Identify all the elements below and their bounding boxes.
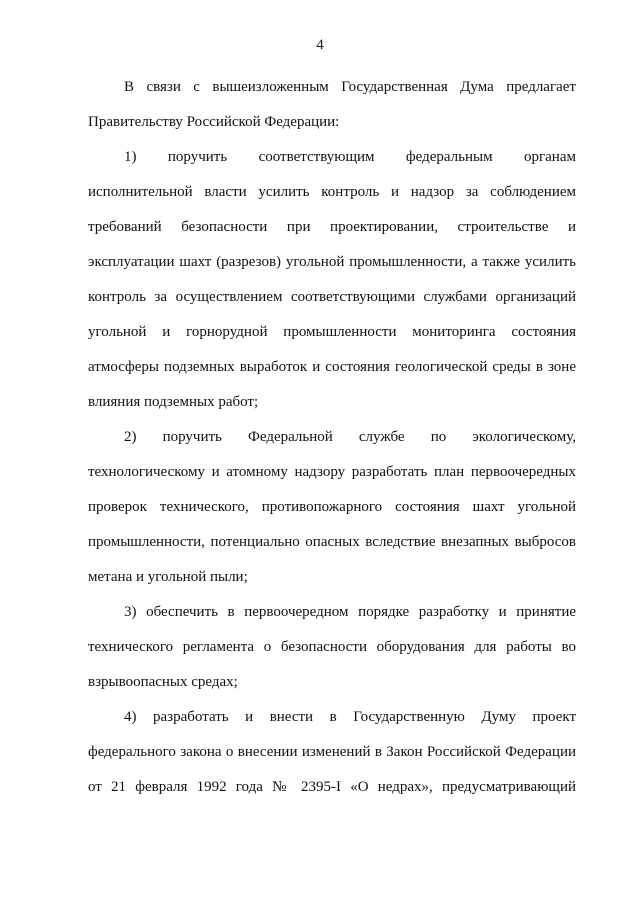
text-line: технического регламента о безопасности оборудования для работы во: [88, 639, 576, 655]
text-line: требований безопасности при проектировании, строительстве и: [88, 219, 576, 235]
paragraph-item-3: [88, 595, 576, 700]
paragraph-item-2: [88, 420, 576, 595]
paragraph-item-1: [88, 140, 576, 420]
text-line: метана и угольной пыли;: [88, 569, 248, 585]
text-line: 2) поручить Федеральной службе по экологическому,: [124, 429, 576, 445]
text-line: угольной и горнорудной промышленности мониторинга состояния: [88, 324, 576, 340]
paragraph-item-4: [88, 700, 576, 805]
paragraph-intro: [88, 70, 576, 140]
text-line: влияния подземных работ;: [88, 394, 259, 410]
page-number: 4: [316, 37, 324, 53]
text-line: В связи с вышеизложенным Государственная Дума предлагает: [124, 79, 576, 95]
text-line: федерального закона о внесении изменений в Закон Российской Федерации: [88, 744, 576, 760]
text-line: технологическому и атомному надзору разработать план первоочередных: [88, 464, 576, 480]
text-line: атмосферы подземных выработок и состояния геологической среды в зоне: [88, 359, 576, 375]
text-line: исполнительной власти усилить контроль и надзор за соблюдением: [88, 184, 576, 200]
text-line: взрывоопасных средах;: [88, 674, 238, 690]
text-line: Правительству Российской Федерации:: [88, 114, 340, 130]
text-line: эксплуатации шахт (разрезов) угольной промышленности, а также усилить: [88, 254, 576, 270]
text-line: промышленности, потенциально опасных вследствие внезапных выбросов: [88, 534, 576, 550]
document-body: [88, 70, 576, 805]
text-line: 3) обеспечить в первоочередном порядке разработку и принятие: [124, 604, 576, 620]
text-line: 1) поручить соответствующим федеральным органам: [124, 149, 576, 165]
text-line: от 21 февраля 1992 года № 2395-I «О недрах», предусматривающий: [88, 779, 576, 795]
text-line: 4) разработать и внести в Государственную Думу проект: [124, 709, 576, 725]
text-line: контроль за осуществлением соответствующими службами организаций: [88, 289, 576, 305]
text-line: проверок технического, противопожарного состояния шахт угольной: [88, 499, 576, 515]
